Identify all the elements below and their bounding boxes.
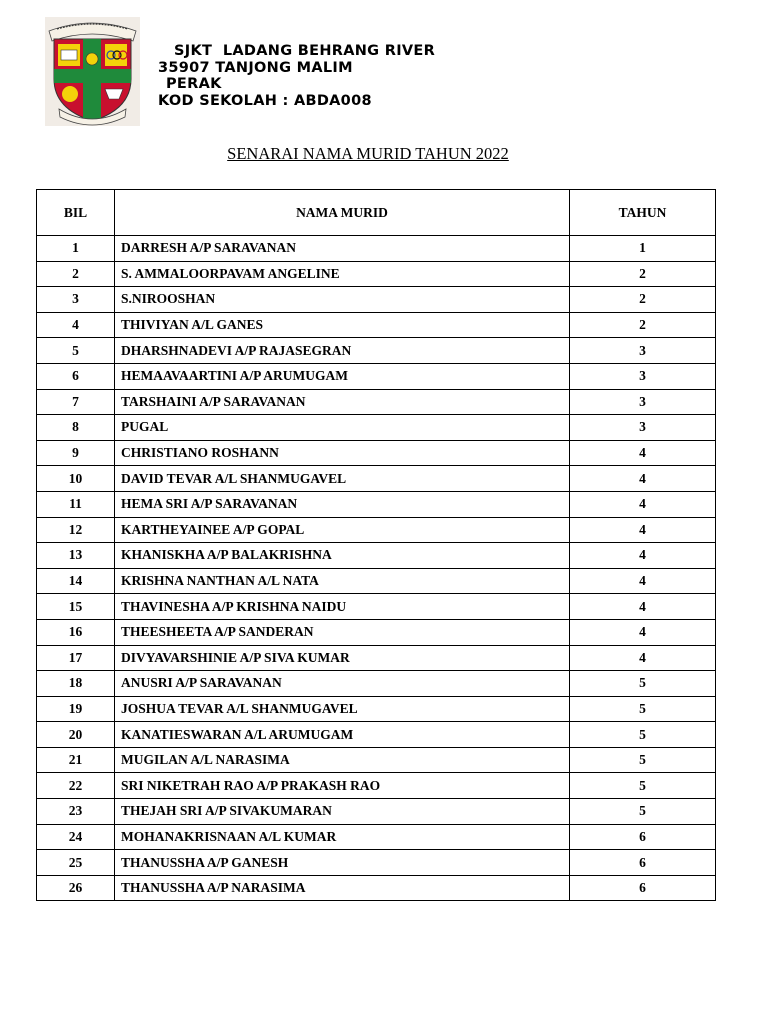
school-code: KOD SEKOLAH : ABDA008 <box>158 92 372 109</box>
school-crest-logo <box>45 17 140 126</box>
header-tahun: TAHUN <box>570 190 716 236</box>
cell-nama-murid: CHRISTIANO ROSHANN <box>115 440 570 466</box>
cell-bil: 16 <box>37 619 115 645</box>
table-row <box>37 312 716 338</box>
header-nama-murid: NAMA MURID <box>115 190 570 236</box>
cell-tahun: 3 <box>570 338 716 364</box>
cell-tahun: 4 <box>570 619 716 645</box>
cell-tahun: 5 <box>570 696 716 722</box>
cell-bil: 26 <box>37 875 115 901</box>
cell-bil: 15 <box>37 594 115 620</box>
cell-bil: 1 <box>37 236 115 262</box>
cell-bil: 20 <box>37 722 115 748</box>
cell-tahun: 3 <box>570 415 716 441</box>
cell-tahun: 5 <box>570 671 716 697</box>
cell-bil: 18 <box>37 671 115 697</box>
cell-bil: 23 <box>37 799 115 825</box>
header-bil: BIL <box>37 190 115 236</box>
table-row <box>37 236 716 262</box>
cell-bil: 3 <box>37 287 115 313</box>
cell-nama-murid: DARRESH A/P SARAVANAN <box>115 236 570 262</box>
cell-nama-murid: KRISHNA NANTHAN A/L NATA <box>115 568 570 594</box>
cell-tahun: 4 <box>570 517 716 543</box>
table-row <box>37 619 716 645</box>
cell-tahun: 5 <box>570 747 716 773</box>
cell-tahun: 4 <box>570 568 716 594</box>
table-row <box>37 261 716 287</box>
cell-tahun: 4 <box>570 645 716 671</box>
table-row <box>37 338 716 364</box>
cell-tahun: 4 <box>570 440 716 466</box>
table-row <box>37 466 716 492</box>
cell-tahun: 5 <box>570 773 716 799</box>
cell-tahun: 2 <box>570 287 716 313</box>
cell-bil: 14 <box>37 568 115 594</box>
school-name: SJKT LADANG BEHRANG RIVER <box>174 43 436 59</box>
table-row <box>37 722 716 748</box>
school-address-line1: 35907 TANJONG MALIM <box>158 59 353 76</box>
cell-tahun: 3 <box>570 363 716 389</box>
table-row <box>37 696 716 722</box>
table-header-row <box>37 190 716 236</box>
cell-bil: 8 <box>37 415 115 441</box>
cell-nama-murid: HEMA SRI A/P SARAVANAN <box>115 491 570 517</box>
cell-tahun: 6 <box>570 824 716 850</box>
cell-bil: 21 <box>37 747 115 773</box>
cell-nama-murid: DIVYAVARSHINIE A/P SIVA KUMAR <box>115 645 570 671</box>
cell-bil: 9 <box>37 440 115 466</box>
cell-bil: 19 <box>37 696 115 722</box>
cell-nama-murid: JOSHUA TEVAR A/L SHANMUGAVEL <box>115 696 570 722</box>
cell-tahun: 4 <box>570 594 716 620</box>
table-row <box>37 287 716 313</box>
cell-bil: 17 <box>37 645 115 671</box>
table-row <box>37 799 716 825</box>
table-row <box>37 363 716 389</box>
cell-nama-murid: ANUSRI A/P SARAVANAN <box>115 671 570 697</box>
cell-nama-murid: THANUSSHA A/P NARASIMA <box>115 875 570 901</box>
cell-tahun: 4 <box>570 466 716 492</box>
cell-bil: 7 <box>37 389 115 415</box>
cell-nama-murid: THEESHEETA A/P SANDERAN <box>115 619 570 645</box>
cell-bil: 10 <box>37 466 115 492</box>
cell-bil: 2 <box>37 261 115 287</box>
table-row <box>37 389 716 415</box>
table-row <box>37 568 716 594</box>
table-row <box>37 747 716 773</box>
table-row <box>37 594 716 620</box>
cell-nama-murid: DHARSHNADEVI A/P RAJASEGRAN <box>115 338 570 364</box>
document-title: SENARAI NAMA MURID TAHUN 2022 <box>227 144 509 163</box>
cell-tahun: 5 <box>570 799 716 825</box>
cell-nama-murid: MUGILAN A/L NARASIMA <box>115 747 570 773</box>
cell-nama-murid: KANATIESWARAN A/L ARUMUGAM <box>115 722 570 748</box>
cell-bil: 13 <box>37 543 115 569</box>
table-row <box>37 491 716 517</box>
cell-tahun: 4 <box>570 491 716 517</box>
cell-bil: 12 <box>37 517 115 543</box>
cell-nama-murid: TARSHAINI A/P SARAVANAN <box>115 389 570 415</box>
table-body <box>37 236 716 901</box>
cell-bil: 22 <box>37 773 115 799</box>
table-row <box>37 671 716 697</box>
cell-tahun: 1 <box>570 236 716 262</box>
table-row <box>37 440 716 466</box>
table-row <box>37 773 716 799</box>
cell-tahun: 3 <box>570 389 716 415</box>
table-row <box>37 875 716 901</box>
table-row <box>37 850 716 876</box>
cell-nama-murid: THIVIYAN A/L GANES <box>115 312 570 338</box>
cell-tahun: 6 <box>570 850 716 876</box>
cell-bil: 4 <box>37 312 115 338</box>
cell-nama-murid: MOHANAKRISNAAN A/L KUMAR <box>115 824 570 850</box>
table-row <box>37 415 716 441</box>
cell-bil: 25 <box>37 850 115 876</box>
student-list-table <box>36 189 716 901</box>
school-header <box>158 43 435 109</box>
cell-nama-murid: KARTHEYAINEE A/P GOPAL <box>115 517 570 543</box>
cell-nama-murid: S.NIROOSHAN <box>115 287 570 313</box>
cell-nama-murid: S. AMMALOORPAVAM ANGELINE <box>115 261 570 287</box>
cell-nama-murid: HEMAAVAARTINI A/P ARUMUGAM <box>115 363 570 389</box>
table-row <box>37 824 716 850</box>
cell-tahun: 6 <box>570 875 716 901</box>
cell-bil: 6 <box>37 363 115 389</box>
cell-tahun: 5 <box>570 722 716 748</box>
cell-bil: 24 <box>37 824 115 850</box>
table-row <box>37 645 716 671</box>
cell-bil: 5 <box>37 338 115 364</box>
cell-nama-murid: PUGAL <box>115 415 570 441</box>
cell-tahun: 2 <box>570 312 716 338</box>
cell-nama-murid: THANUSSHA A/P GANESH <box>115 850 570 876</box>
table-row <box>37 517 716 543</box>
cell-nama-murid: KHANISKHA A/P BALAKRISHNA <box>115 543 570 569</box>
cell-bil: 11 <box>37 491 115 517</box>
cell-nama-murid: SRI NIKETRAH RAO A/P PRAKASH RAO <box>115 773 570 799</box>
table-row <box>37 543 716 569</box>
school-address-line2: PERAK <box>166 76 222 92</box>
cell-tahun: 4 <box>570 543 716 569</box>
cell-nama-murid: THAVINESHA A/P KRISHNA NAIDU <box>115 594 570 620</box>
cell-nama-murid: THEJAH SRI A/P SIVAKUMARAN <box>115 799 570 825</box>
cell-nama-murid: DAVID TEVAR A/L SHANMUGAVEL <box>115 466 570 492</box>
cell-tahun: 2 <box>570 261 716 287</box>
